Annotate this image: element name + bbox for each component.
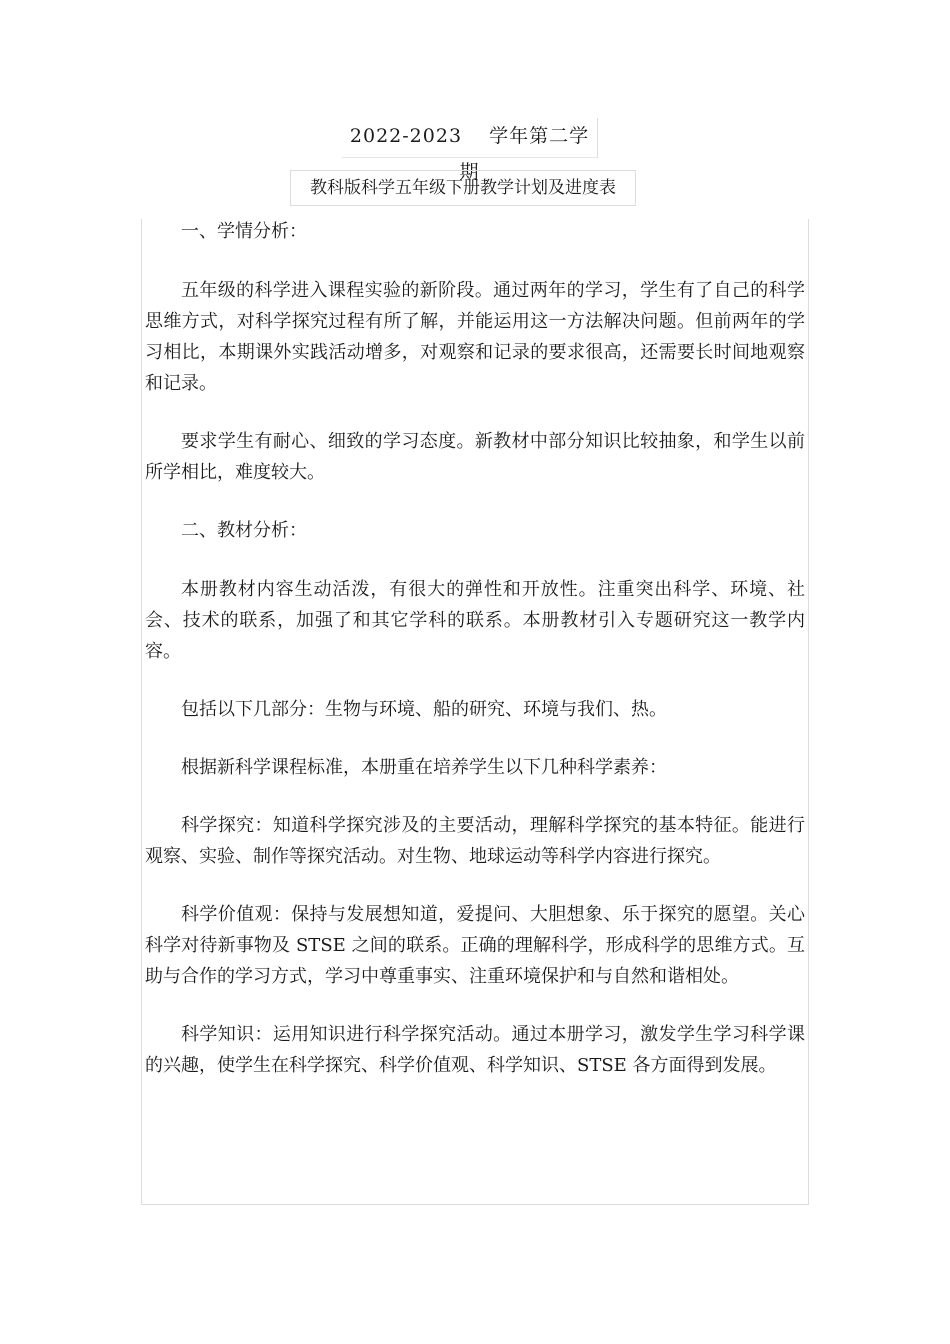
paragraph: 根据新科学课程标准，本册重在培养学生以下几种科学素养： [181, 757, 667, 778]
document-subtitle: 教科版科学五年级下册教学计划及进度表 [290, 170, 636, 206]
section-heading-textbook-analysis: 二、教材分析： [181, 520, 307, 541]
paragraph: 包括以下几部分：生物与环境、船的研究、环境与我们、热。 [181, 699, 667, 720]
paragraph: 本册教材内容生动活泼，有很大的弹性和开放性。注重突出科学、环境、社会、技术的联系，加强了和其它学科的联系。本册教材引入专题研究这一教学内容。 [145, 579, 805, 662]
section-heading-student-analysis: 一、学情分析： [181, 221, 307, 242]
paragraph: 科学价值观：保持与发展想知道，爱提问、大胆想象、乐于探究的愿望。关心科学对待新事物及 STSE 之间的联系。正确的理解科学，形成科学的思维方式。互助与合作的学习方式，学习中尊重事实、注重环境保护和与自然和谐相处。 [145, 904, 805, 987]
paragraph: 科学知识：运用知识进行科学探究活动。通过本册学习，激发学生学习科学课的兴趣，使学生在科学探究、科学价值观、科学知识、STSE 各方面得到发展。 [145, 1024, 805, 1076]
document-body [145, 216, 805, 1108]
document-title: 2022-2023 学年第二学期 [342, 118, 598, 158]
paragraph: 要求学生有耐心、细致的学习态度。新教材中部分知识比较抽象，和学生以前所学相比，难度较大。 [145, 431, 805, 483]
paragraph: 五年级的科学进入课程实验的新阶段。通过两年的学习，学生有了自己的科学思维方式，对科学探究过程有所了解，并能运用这一方法解决问题。但前两年的学习相比，本期课外实践活动增多，对观察和记录的要求很高，还需要长时间地观察和记录。 [145, 280, 805, 394]
paragraph: 科学探究：知道科学探究涉及的主要活动，理解科学探究的基本特征。能进行观察、实验、制作等探究活动。对生物、地球运动等科学内容进行探究。 [145, 815, 805, 867]
